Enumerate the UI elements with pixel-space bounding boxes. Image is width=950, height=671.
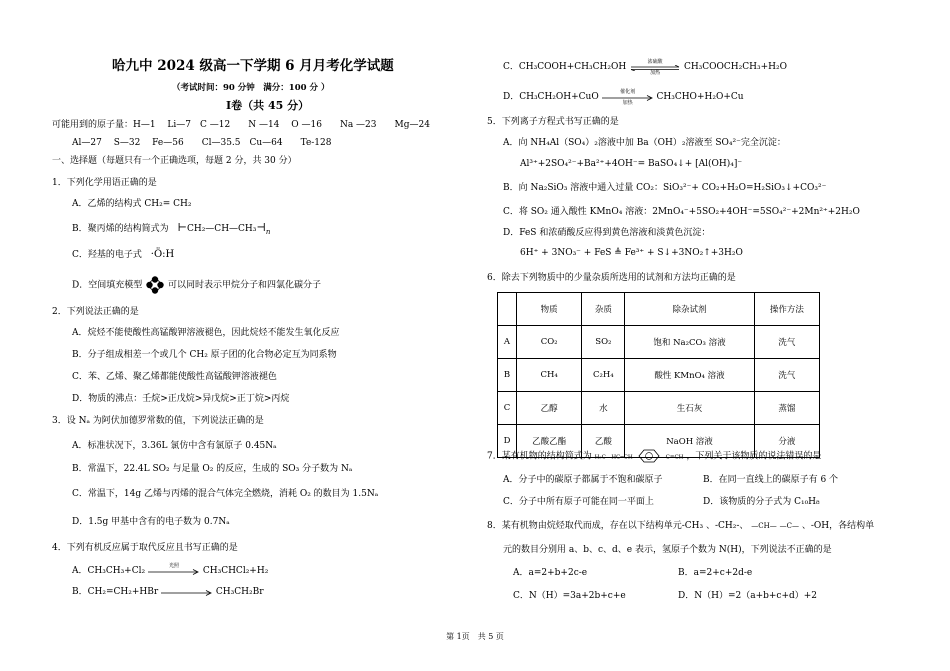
table-header-row [498,293,820,326]
q7-stem-pre: 7．某有机物的结构简式为 [487,451,592,462]
q7-option-c: C．分子中所有原子可能在同一平面上 [503,497,654,507]
table-cell: CH₄ [517,359,582,392]
table-cell: 洗气 [754,326,819,359]
q1-option-c [72,249,174,261]
q4-option-d [503,88,744,106]
benzene-ring-icon [638,449,660,463]
q4-stem: 4．下列有机反应属于取代反应且书写正确的是 [52,543,238,553]
table-cell: CO₂ [517,326,582,359]
q4-c-condition-bottom: 加热 [650,69,661,76]
table-cell: 酸性 KMnO₄ 溶液 [625,359,754,392]
q1-option-b [72,222,270,235]
table-header-cell: 除杂试剂 [625,293,754,326]
reaction-arrow-icon [148,562,200,576]
q7-option-b: B．在同一直线上的碳原子有 6 个 [703,475,839,485]
table-cell: 蒸馏 [754,392,819,425]
q8-stem-pre: 8．某有机物由烷烃取代而成，存在以下结构单元-CH₃ 、-CH₂-、 [487,521,749,531]
q1-option-b-formula: CH₂—CH—CH₃ [186,224,257,234]
atomic-mass-line-1: 可能用到的原子量：H—1 Li—7 C —12 N —14 O —16 Na —23 Mg—24 [52,120,430,130]
hydroxyl-electron-formula: ·Ö:H [150,249,175,260]
q1-option-d [72,276,321,294]
section-heading: I卷（共 45 分） [226,99,310,112]
q6-stem: 6．除去下列物质中的少量杂质所选用的试剂和方法均正确的是 [487,273,736,283]
q2-stem: 2．下列说法正确的是 [52,307,139,317]
table-cell: 乙酸 [582,425,625,458]
q5-option-d: D．FeS 和浓硝酸反应得到黄色溶液和淡黄色沉淀： [503,228,711,238]
table-cell: NaOH 溶液 [625,425,754,458]
table-row [498,326,820,359]
q1-option-d-label: D．空间填充模型 [72,280,143,291]
q4-a-products: CH₃CHCl₂+H₂ [202,566,269,576]
q3-option-b: B．常温下，22.4L SO₂ 与足量 O₂ 的反应，生成的 SO₃ 分子数为 Nₐ [72,464,353,474]
q4-c-condition-top: 浓硫酸 [647,58,663,65]
atomic-mass-line-2: Al—27 S—32 Fe—56 Cl—35.5 Cu—64 Te-128 [72,138,332,148]
q1-option-c-label: C．羟基的电子式 [72,250,142,260]
table-cell: 乙醇 [517,392,582,425]
q8-stem-line2: 元的数目分别用 a、b、c、d、e 表示，氢原子个数为 N(H)，下列说法不正确的是 [503,545,832,555]
q2-option-d: D．物质的沸点：壬烷>正戊烷>异戊烷>正丁烷>丙烷 [72,394,290,404]
table-cell: C₂H₄ [582,359,625,392]
q5-stem: 5．下列离子方程式书写正确的是 [487,117,619,127]
space-filling-model-icon [145,276,165,294]
reaction-arrow-icon [602,88,654,106]
q5-option-d-equation: 6H⁺ + 3NO₃⁻ + FeS ≜ Fe³⁺ + S↓+3NO₂↑+3H₂O [520,248,743,258]
table-cell: C [498,392,517,425]
q3-option-c: C．常温下，14g 乙烯与丙烯的混合气体完全燃烧，消耗 O₂ 的数目为 1.5Nₐ [72,489,379,499]
q8-unit-ch: —CH— [751,522,777,530]
q5-option-a-equation: Al³⁺+2SO₄²⁻+Ba²⁺+4OH⁻= BaSO₄↓+ [Al(OH)₄]⁻ [520,159,743,169]
q7-option-a: A．分子中的碳原子都属于不饱和碳原子 [503,475,663,485]
table-cell: SO₂ [582,326,625,359]
table-cell: 乙酸乙酯 [517,425,582,458]
reaction-arrow-icon [161,587,213,597]
q7-stem-post: ，下列关于该物质的说法错误的是 [686,451,822,462]
table-header-cell: 操作方法 [754,293,819,326]
polymer-bracket-right: ⊣ [256,221,266,234]
reversible-arrow-icon [629,58,681,76]
q4-d-reactants: D．CH₃CH₂OH+CuO [503,92,599,102]
q3-stem: 3．设 Nₐ 为阿伏加德罗常数的值，下列说法正确的是 [52,416,264,426]
polymer-n: n [265,227,271,236]
q7-struct-left: H₃C—HC═CH— [594,454,639,461]
table-row [498,392,820,425]
table-cell: D [498,425,517,458]
q4-c-reactants: C．CH₃COOH+CH₃CH₂OH [503,62,627,72]
q8-option-d: D．N（H）=2（a+b+c+d）+2 [678,591,818,601]
part-one-heading: 一、选择题（每题只有一个正确选项，每题 2 分，共 30 分） [52,156,297,166]
q8-option-b: B．a=2+c+2d-e [678,568,753,578]
q5-option-b: B．向 Na₂SiO₃ 溶液中通入过量 CO₂：SiO₃²⁻+ CO₂+H₂O=H₂SiO₃↓+CO₃²⁻ [503,183,827,193]
q3-option-d: D．1.5g 甲基中含有的电子数为 0.7Nₐ [72,517,230,527]
q4-option-c [503,58,787,76]
q7-stem [487,449,821,464]
q1-option-d-text: 可以同时表示甲烷分子和四氯化碳分子 [167,280,321,291]
q8-option-c: C．N（H）=3a+2b+c+e [513,591,626,601]
q1-stem: 1．下列化学用语正确的是 [52,178,157,188]
q4-d-condition-top: 催化剂 [620,88,636,95]
q4-d-condition-bottom: 加热 [622,99,633,106]
exam-subtitle: （考试时间：90 分钟 满分：100 分 ） [172,83,330,93]
q5-option-c: C．将 SO₂ 通入酸性 KMnO₄ 溶液：2MnO₄⁻+5SO₂+4OH⁻=5SO₄²⁻+2Mn²⁺+2H₂O [503,207,860,217]
table-cell: 洗气 [754,359,819,392]
q1-option-a: A．乙烯的结构式 CH₂= CH₂ [72,199,192,209]
q8-stem [487,520,874,532]
q7-option-d: D．该物质的分子式为 C₁₀H₈ [703,497,820,507]
table-cell: A [498,326,517,359]
polymer-bracket-left: ⊢ [177,221,187,234]
q2-option-c: C．苯、乙烯、聚乙烯都能使酸性高锰酸钾溶液褪色 [72,372,277,382]
table-cell: 水 [582,392,625,425]
table-cell: 生石灰 [625,392,754,425]
q7-struct-right: —C≡CH [660,454,684,461]
table-cell: 饱和 Na₂CO₃ 溶液 [625,326,754,359]
q8-unit-c: —C— [779,522,799,530]
table-header-cell [498,293,517,326]
q2-option-a: A．烷烃不能使酸性高锰酸钾溶液褪色，因此烷烃不能发生氧化反应 [72,328,340,338]
q2-option-b: B．分子组成相差一个或几个 CH₂ 原子团的化合物必定互为同系物 [72,350,337,360]
q8-option-a: A．a=2+b+2c-e [513,568,588,578]
page-footer: 第 1页 共 5 页 [446,632,504,641]
q4-b-reactants: B．CH₂=CH₂+HBr [72,587,159,597]
q5-option-a: A．向 NH₄Al（SO₄）₂溶液中加 Ba（OH）₂溶液至 SO₄²⁻完全沉淀： [503,138,786,148]
q4-a-condition: 光照 [168,562,179,569]
table-cell: 分液 [754,425,819,458]
table-header-cell: 杂质 [582,293,625,326]
q1-option-b-label: B．聚丙烯的结构简式为 [72,224,169,234]
q6-table [497,292,820,458]
q8-stem-post: 、-OH，各结构单 [801,521,875,531]
q4-option-b [72,586,264,598]
q4-option-a [72,562,269,577]
exam-title: 哈九中 2024 级高一下学期 6 月月考化学试题 [112,58,394,74]
q3-option-a: A．标准状况下，3.36L 氯仿中含有氯原子 0.45Nₐ [72,441,277,451]
table-row [498,359,820,392]
q4-c-products: CH₃COOCH₂CH₃+H₂O [683,62,787,72]
q4-d-products: CH₃CHO+H₂O+Cu [656,92,744,102]
q4-a-reactants: A．CH₃CH₃+Cl₂ [72,566,146,576]
table-header-cell: 物质 [517,293,582,326]
table-cell: B [498,359,517,392]
q4-b-products: CH₃CH₂Br [215,587,264,597]
